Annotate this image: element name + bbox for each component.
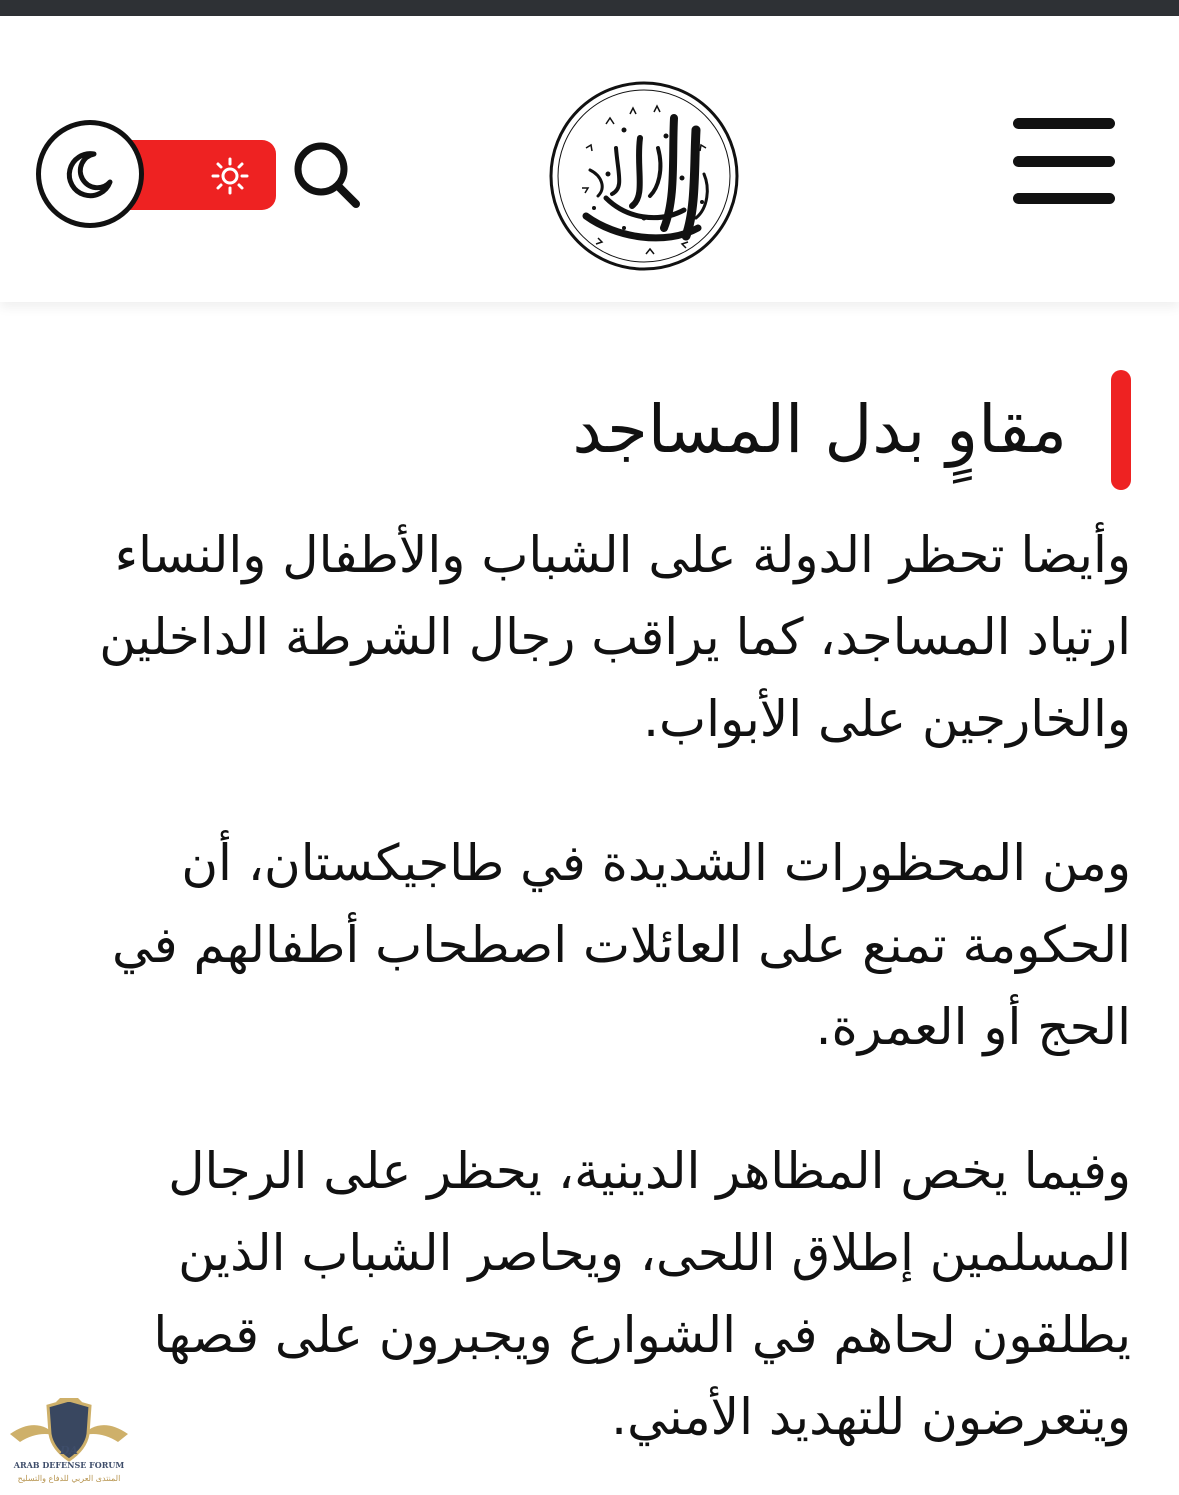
moon-icon	[64, 148, 116, 200]
menu-button[interactable]	[1013, 118, 1115, 204]
title-accent-bar	[1111, 370, 1131, 490]
theme-toggle[interactable]	[36, 120, 242, 230]
site-header	[0, 16, 1179, 302]
watermark-badge: DA	[59, 1444, 79, 1457]
watermark-name-ar: المنتدى العربي للدفاع والتسليح	[17, 1474, 121, 1483]
article-paragraph: وأيضا تحظر الدولة على الشباب والأطفال والنساء ارتياد المساجد، كما يراقب رجال الشرطة الداخلين والخارجين على الأبواب.	[99, 526, 1131, 748]
article-paragraph: وفيما يخص المظاهر الدينية، يحظر على الرجال المسلمين إطلاق اللحى، ويحاصر الشباب الذين يطلقون لحاهم في الشوارع ويجبرون على قصها ويتعرضون للتهديد الأمني.	[153, 1142, 1131, 1446]
search-icon	[288, 136, 364, 212]
forum-watermark	[6, 1394, 132, 1490]
article-paragraph: ومن المحظورات الشديدة في طاجيكستان، أن الحكومة تمنع على العائلات اصطحاب أطفالهم في الحج أو العمرة.	[112, 834, 1131, 1056]
sun-icon	[210, 156, 250, 196]
article-body	[51, 514, 1131, 1458]
status-strip	[0, 0, 1179, 16]
calligraphy-logo-icon	[546, 78, 742, 274]
watermark-name-en: ARAB DEFENSE FORUM	[13, 1460, 125, 1470]
article-title-row	[51, 370, 1131, 490]
article-title: مقاوٍ بدل المساجد	[572, 391, 1067, 469]
toggle-knob	[36, 120, 144, 228]
hamburger-menu-icon	[1013, 118, 1115, 129]
article	[51, 370, 1131, 1495]
site-logo[interactable]	[546, 78, 742, 274]
search-button[interactable]	[288, 136, 364, 212]
